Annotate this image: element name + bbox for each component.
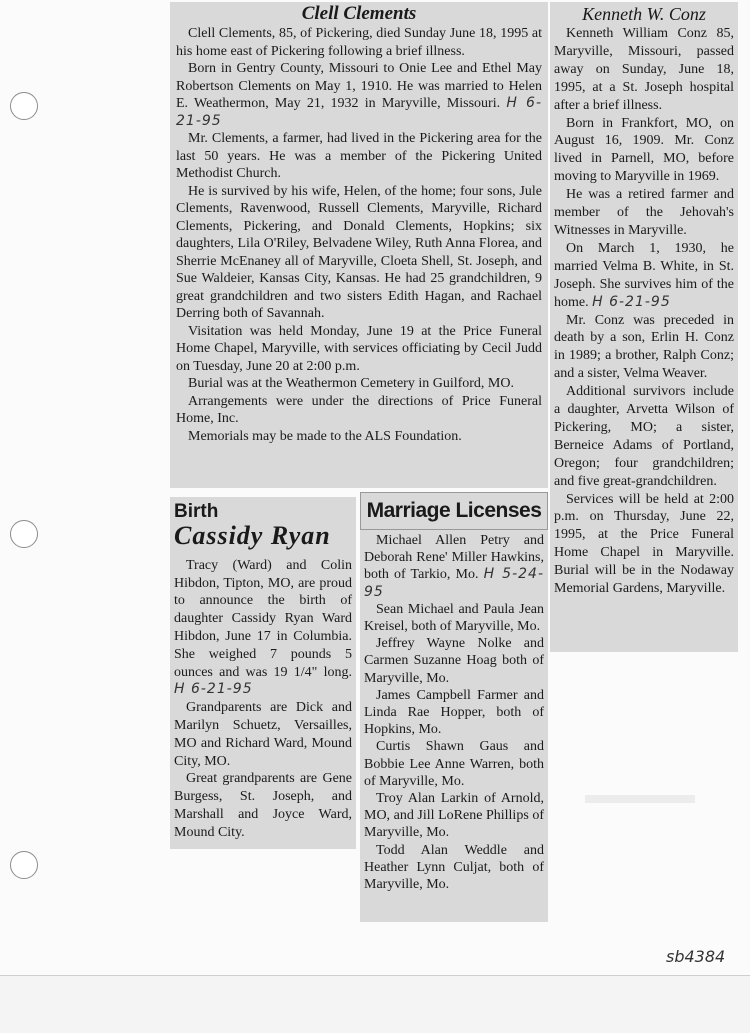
license-entry: Sean Michael and Paula Jean Kreisel, both of Maryville, Mo.: [364, 601, 544, 635]
binder-hole: [10, 851, 38, 879]
obituary-paragraph: Visitation was held Monday, June 19 at the Price Funeral Home Chapel, Maryville, with services officiating by Cecil Judd on Tuesday, June 20 at 2:00 p.m.: [176, 323, 542, 374]
scan-smudge: [585, 795, 695, 803]
obituary-paragraph: Clell Clements, 85, of Pickering, died Sunday June 18, 1995 at his home east of Pickering following a brief illness.: [176, 26, 542, 59]
handwritten-date: H 6-21-95: [176, 95, 543, 129]
obituary-paragraph: Mr. Clements, a farmer, had lived in the Pickering area for the last 50 years. He was a member of the Pickering United Methodist Church.: [176, 131, 542, 181]
obituary-title: Clell Clements: [301, 3, 417, 24]
handwritten-date: H 6-21-95: [592, 293, 671, 310]
birth-paragraph: Great grandparents are Gene Burgess, St. Joseph, and Marshall and Joyce Ward, Mound City.: [174, 771, 352, 840]
obituary-paragraph: Mr. Conz was preceded in death by a son, Erlin H. Conz in 1989; a brother, Ralph Conz; and a sister, Velma Weaver.: [554, 312, 734, 382]
obituary-clell-clements: [170, 2, 548, 488]
license-entry: Troy Alan Larkin of Arnold, MO, and Jill LoRene Phillips of Maryville, Mo.: [364, 791, 544, 841]
obituary-paragraph: Memorials may be made to the ALS Foundation.: [188, 428, 462, 444]
birth-paragraph: [174, 557, 352, 699]
obituary-paragraph: Burial was at the Weathermon Cemetery in Guilford, MO.: [188, 376, 514, 391]
divider: [360, 529, 548, 530]
binder-hole: [10, 520, 38, 548]
license-entry: Jeffrey Wayne Nolke and Carmen Suzanne Hoag both of Maryville, Mo.: [364, 636, 544, 686]
binder-hole: [10, 92, 38, 120]
birth-announcement: [170, 497, 356, 849]
marriage-licenses: [360, 492, 548, 922]
obituary-title: Kenneth W. Conz: [582, 4, 706, 24]
obituary-paragraph: [554, 240, 734, 312]
obituary-paragraph: He is survived by his wife, Helen, of the home; four sons, Jule Clements, Ravenwood, Russell Clements, Maryville, Richard Clements, Pickering, and Donald Clements, Hopkins; six daughters, Lila O'Riley, Belvadene Wiley, Ruth Anna Florea, and Sherrie McEnaney all of Maryville, Cloeta Shell, St. Joseph, and Sue Waldeier, Kansas City, Kansas. He had 25 grandchildren, 9 great grandchildren and two sisters Edith Hagan, and Rachael Derring both of Savannah.: [176, 183, 542, 321]
birth-text: Tracy (Ward) and Colin Hibdon, Tipton, MO, are proud to announce the birth of daughter Cassidy Ryan Ward Hibdon, June 17 in Columbia. She weighed 7 pounds 5 ounces and was 19 1/4" long.: [174, 557, 352, 680]
license-entry: Todd Alan Weddle and Heather Lynn Culjat, both of Maryville, Mo.: [364, 842, 544, 893]
license-text: Michael Allen Petry and Deborah Rene' Miller Hawkins, both of Tarkio, Mo.: [364, 533, 544, 583]
obituary-paragraph: [176, 60, 542, 130]
birth-title: Cassidy Ryan: [174, 520, 331, 550]
license-entry: [364, 532, 544, 601]
license-entry: James Campbell Farmer and Linda Rae Hopper, both of Hopkins, Mo.: [364, 687, 544, 738]
obituary-paragraph: Kenneth William Conz 85, Maryville, Missouri, passed away on Sunday, June 18, 1995, at a St. Joseph hospital after a brief illness.: [554, 26, 734, 113]
obituary-paragraph: Additional survivors include a daughter, Arvetta Wilson of Pickering, MO; a sister, Berneice Adams of Portland, Oregon; four grandchildren; and five great-grandchildren.: [554, 384, 734, 489]
obituary-paragraph: Services will be held at 2:00 p.m. on Thursday, June 22, 1995, at the Price Funeral Home Chapel in Maryville. Burial will be in the Nodaway Memorial Gardens, Maryville.: [554, 491, 734, 597]
obituary-text: On March 1, 1930, he married Velma B. White, in St. Joseph. She survives him of the home.: [554, 240, 734, 310]
section-heading: Birth: [174, 501, 219, 522]
birth-paragraph: Grandparents are Dick and Marilyn Schuetz, Versailles, MO and Richard Ward, Mound City, MO.: [174, 700, 352, 769]
obituary-paragraph: Born in Frankfort, MO, on August 16, 1909. Mr. Conz lived in Parnell, MO, before moving to Maryville in 1969.: [554, 115, 734, 185]
catalog-number: sb4384: [666, 947, 726, 966]
obituary-kenneth-conz: [550, 2, 738, 652]
license-entry: Curtis Shawn Gaus and Bobbie Lee Anne Warren, both of Maryville, Mo.: [364, 739, 544, 789]
obituary-paragraph: Arrangements were under the directions of Price Funeral Home, Inc.: [176, 393, 542, 426]
obituary-text: Born in Gentry County, Missouri to Onie Lee and Ethel May Robertson Clements on May 1, 1910. He was married to Helen E. Weathermon, May 21, 1932 in Maryville, Missouri.: [176, 61, 542, 111]
handwritten-date: H 5-24-95: [364, 566, 544, 600]
obituary-paragraph: He was a retired farmer and member of the Jehovah's Witnesses in Maryville.: [554, 187, 734, 238]
licenses-title: Marriage Licenses: [360, 492, 548, 529]
handwritten-date: H 6-21-95: [174, 681, 253, 698]
